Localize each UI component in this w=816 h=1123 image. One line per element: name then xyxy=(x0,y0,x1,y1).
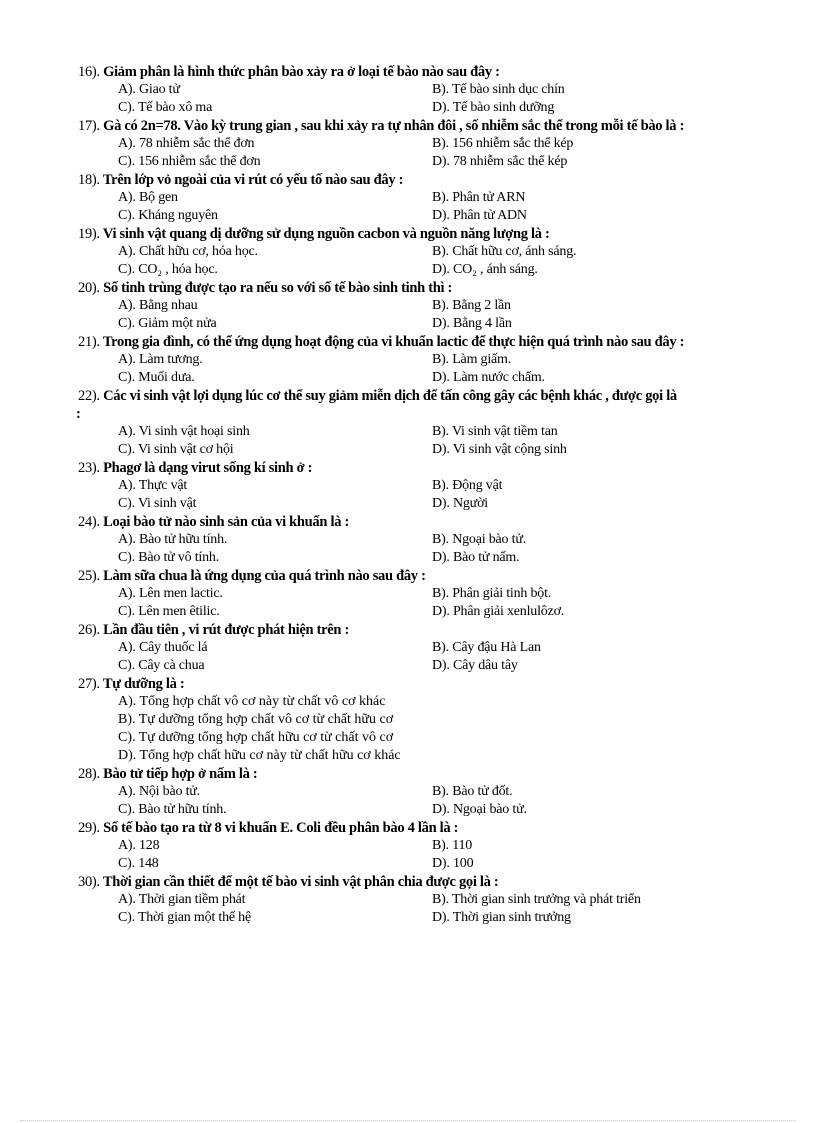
options-row xyxy=(0,891,816,909)
question-stem xyxy=(0,171,816,189)
options-row xyxy=(0,549,816,567)
question-text: Vi sinh vật quang dị dưỡng sử dụng nguồn cacbon và nguồn năng lượng là : xyxy=(102,226,550,242)
question-number: 30). xyxy=(78,874,100,890)
question xyxy=(0,333,816,387)
question xyxy=(0,567,816,621)
question xyxy=(0,513,816,567)
answer-option: C). Tế bào xô ma xyxy=(118,100,213,115)
answer-option: B). Bằng 2 lần xyxy=(432,298,511,313)
answer-option: C). 156 nhiễm sắc thể đơn xyxy=(118,154,261,169)
question-stem xyxy=(0,819,816,837)
question xyxy=(0,873,816,927)
answer-option: D). 78 nhiễm sắc thể kép xyxy=(432,154,568,169)
answer-option: D). Bằng 4 lần xyxy=(432,316,512,331)
options-row xyxy=(0,585,816,603)
answer-option: A). Chất hữu cơ, hóa học. xyxy=(118,244,258,259)
question-stem xyxy=(0,765,816,783)
question xyxy=(0,675,816,765)
answer-option: C). CO₂ , hóa học. xyxy=(118,262,218,277)
answer-option: C). Bào tử hữu tính. xyxy=(118,802,227,817)
answer-option: B). Thời gian sinh trưởng và phát triển xyxy=(432,892,641,907)
answer-option: A). Làm tương. xyxy=(118,352,203,367)
question-number: 19). xyxy=(78,226,100,242)
answer-option: C). Tự dưỡng tổng hợp chất hữu cơ từ chất vô cơ xyxy=(118,730,394,745)
question-text: Bào tử tiếp hợp ở nấm là : xyxy=(103,766,258,782)
answer-option: B). Tế bào sinh dục chín xyxy=(432,82,565,97)
answer-option: D). 100 xyxy=(432,856,474,871)
question xyxy=(0,387,816,459)
question xyxy=(0,279,816,333)
options-row xyxy=(0,423,816,441)
answer-option: B). Ngoại bào tử. xyxy=(432,532,527,547)
answer-option: B). Làm giấm. xyxy=(432,352,512,367)
answer-option: D). Ngoại bào tử. xyxy=(432,802,527,817)
question-number: 28). xyxy=(78,766,100,782)
question-text: Tự dưỡng là : xyxy=(102,676,185,692)
answer-option: C). Lên men êtilic. xyxy=(118,604,220,619)
answer-option: C). Muối dưa. xyxy=(118,370,195,385)
answer-option: C). Vi sinh vật cơ hội xyxy=(118,442,234,457)
answer-option: D). Phân giải xenlulôzơ. xyxy=(432,604,565,619)
question-number: 25). xyxy=(78,568,100,584)
answer-option: D). Phân tử ADN xyxy=(432,208,527,223)
answer-option: A). 78 nhiễm sắc thể đơn xyxy=(118,136,255,151)
answer-option: B). 110 xyxy=(432,838,473,853)
question-stem xyxy=(0,567,816,585)
question-stem xyxy=(0,675,816,693)
options-row xyxy=(0,909,816,927)
answer-option: A). Nội bào tử. xyxy=(118,784,200,799)
options-row xyxy=(0,477,816,495)
options-row xyxy=(0,855,816,873)
answer-option: B). Phân giải tinh bột. xyxy=(432,586,552,601)
question xyxy=(0,621,816,675)
question-number: 27). xyxy=(78,676,100,692)
answer-option: D). Tổng hợp chất hữu cơ này từ chất hữu cơ khác xyxy=(118,748,401,763)
options-row xyxy=(0,657,816,675)
question-text: Lần đầu tiên , vi rút được phát hiện trên : xyxy=(103,622,350,638)
answer-option: B). Tự dưỡng tổng hợp chất vô cơ từ chất hữu cơ xyxy=(118,712,394,727)
answer-option: C). Giảm một nửa xyxy=(118,316,217,331)
options-row xyxy=(0,495,816,513)
question-text: Các vi sinh vật lợi dụng lúc cơ thể suy giảm miễn dịch để tấn công gây các bệnh khác , được gọi là xyxy=(103,388,677,404)
options-row xyxy=(0,189,816,207)
options-row xyxy=(0,369,816,387)
question-text: Giảm phân là hình thức phân bào xảy ra ở loại tế bào nào sau đây : xyxy=(103,64,500,80)
answer-option: D). CO₂ , ánh sáng. xyxy=(432,262,538,277)
answer-option: D). Người xyxy=(432,496,488,511)
answer-option: A). Bào tử hữu tính. xyxy=(118,532,228,547)
question-stem xyxy=(0,279,816,297)
options-row xyxy=(0,261,816,279)
answer-option: B). Chất hữu cơ, ánh sáng. xyxy=(432,244,577,259)
question-stem xyxy=(0,873,816,891)
answer-option: D). Tế bào sinh dưỡng xyxy=(432,100,555,115)
options-row xyxy=(0,639,816,657)
question-number: 29). xyxy=(78,820,100,836)
answer-option: A). Lên men lactic. xyxy=(118,586,223,601)
answer-option: A). Giao tử xyxy=(118,82,180,97)
answer-option: A). Tổng hợp chất vô cơ này từ chất vô cơ khác xyxy=(118,694,386,709)
options-row xyxy=(0,441,816,459)
answer-option: D). Cây dâu tây xyxy=(432,658,518,673)
answer-option: B). 156 nhiễm sắc thể kép xyxy=(432,136,574,151)
answer-option: D). Vi sinh vật cộng sinh xyxy=(432,442,567,457)
options-row xyxy=(0,99,816,117)
answer-option: A). Bộ gen xyxy=(118,190,178,205)
options-row xyxy=(0,243,816,261)
question-number: 26). xyxy=(78,622,100,638)
question-stem xyxy=(0,387,816,405)
question-number: 24). xyxy=(78,514,100,530)
question-number: 18). xyxy=(78,172,100,188)
question-stem xyxy=(0,621,816,639)
options-row xyxy=(0,153,816,171)
answer-option: A). Vi sinh vật hoại sinh xyxy=(118,424,250,439)
question-number: 17). xyxy=(78,118,100,134)
question-stem xyxy=(0,225,816,243)
options-row xyxy=(0,207,816,225)
question-text: Loại bào tử nào sinh sản của vi khuẩn là : xyxy=(103,514,350,530)
question xyxy=(0,765,816,819)
options-row xyxy=(0,351,816,369)
answer-option: B). Cây đậu Hà Lan xyxy=(432,640,541,655)
options-row xyxy=(0,315,816,333)
question xyxy=(0,819,816,873)
question-stem xyxy=(0,513,816,531)
question-stem-continuation: : xyxy=(76,406,81,422)
question-number: 21). xyxy=(78,334,100,350)
answer-option: C). Vi sinh vật xyxy=(118,496,197,511)
answer-option: C). Kháng nguyên xyxy=(118,208,218,223)
question-number: 22). xyxy=(78,388,100,404)
answer-option: C). Thời gian một thế hệ xyxy=(118,910,251,925)
question xyxy=(0,459,816,513)
options-row xyxy=(0,801,816,819)
question-text: Gà có 2n=78. Vào kỳ trung gian , sau khi xảy ra tự nhân đôi , số nhiễm sắc thể trong mỗi tế bào là : xyxy=(103,118,685,134)
question-number: 20). xyxy=(78,280,100,296)
question-number: 23). xyxy=(78,460,100,476)
question-stem xyxy=(0,63,816,81)
question xyxy=(0,117,816,171)
answer-option: A). 128 xyxy=(118,838,160,853)
question-stem xyxy=(0,333,816,351)
question-number: 16). xyxy=(78,64,100,80)
question-text: Trên lớp vỏ ngoài của vi rút có yếu tố nào sau đây : xyxy=(102,172,404,188)
answer-option: D). Thời gian sinh trưởng xyxy=(432,910,571,925)
exam-questions xyxy=(0,63,816,927)
question-text: Phagơ là dạng virut sống kí sinh ở : xyxy=(103,460,313,476)
question-text: Trong gia đình, có thể ứng dụng hoạt động của vi khuẩn lactic để thực hiện quá trình nào sau đây : xyxy=(102,334,685,350)
answer-option: A). Bằng nhau xyxy=(118,298,198,313)
question-text: Làm sữa chua là ứng dụng của quá trình nào sau đây : xyxy=(103,568,426,584)
answer-option: B). Phân tử ARN xyxy=(432,190,526,205)
question xyxy=(0,171,816,225)
answer-option: C). 148 xyxy=(118,856,159,871)
question-text: Số tế bào tạo ra từ 8 vi khuẩn E. Coli đều phân bào 4 lần là : xyxy=(103,820,459,836)
question-stem xyxy=(0,117,816,135)
options-row xyxy=(0,837,816,855)
answer-option: A). Cây thuốc lá xyxy=(118,640,208,655)
answer-option: D). Bào tử nấm. xyxy=(432,550,520,565)
options-row xyxy=(0,81,816,99)
page-bottom-divider xyxy=(20,1120,796,1121)
options-row xyxy=(0,297,816,315)
answer-option: B). Động vật xyxy=(432,478,503,493)
question-text: Số tinh trùng được tạo ra nếu so với số tế bào sinh tinh thì : xyxy=(103,280,453,296)
answer-option: B). Vi sinh vật tiềm tan xyxy=(432,424,558,439)
answer-option: B). Bào tử đốt. xyxy=(432,784,513,799)
options-row xyxy=(0,603,816,621)
answer-option: A). Thực vật xyxy=(118,478,188,493)
answer-option: C). Bào tử vô tính. xyxy=(118,550,220,565)
options-row xyxy=(0,783,816,801)
options-row xyxy=(0,135,816,153)
question-stem xyxy=(0,459,816,477)
question xyxy=(0,63,816,117)
answer-option: C). Cây cà chua xyxy=(118,658,205,673)
options-row xyxy=(0,531,816,549)
question-text: Thời gian cần thiết để một tế bào vi sinh vật phân chia được gọi là : xyxy=(102,874,499,890)
answer-option: A). Thời gian tiềm phát xyxy=(118,892,246,907)
answer-option: D). Làm nước chấm. xyxy=(432,370,545,385)
question xyxy=(0,225,816,279)
